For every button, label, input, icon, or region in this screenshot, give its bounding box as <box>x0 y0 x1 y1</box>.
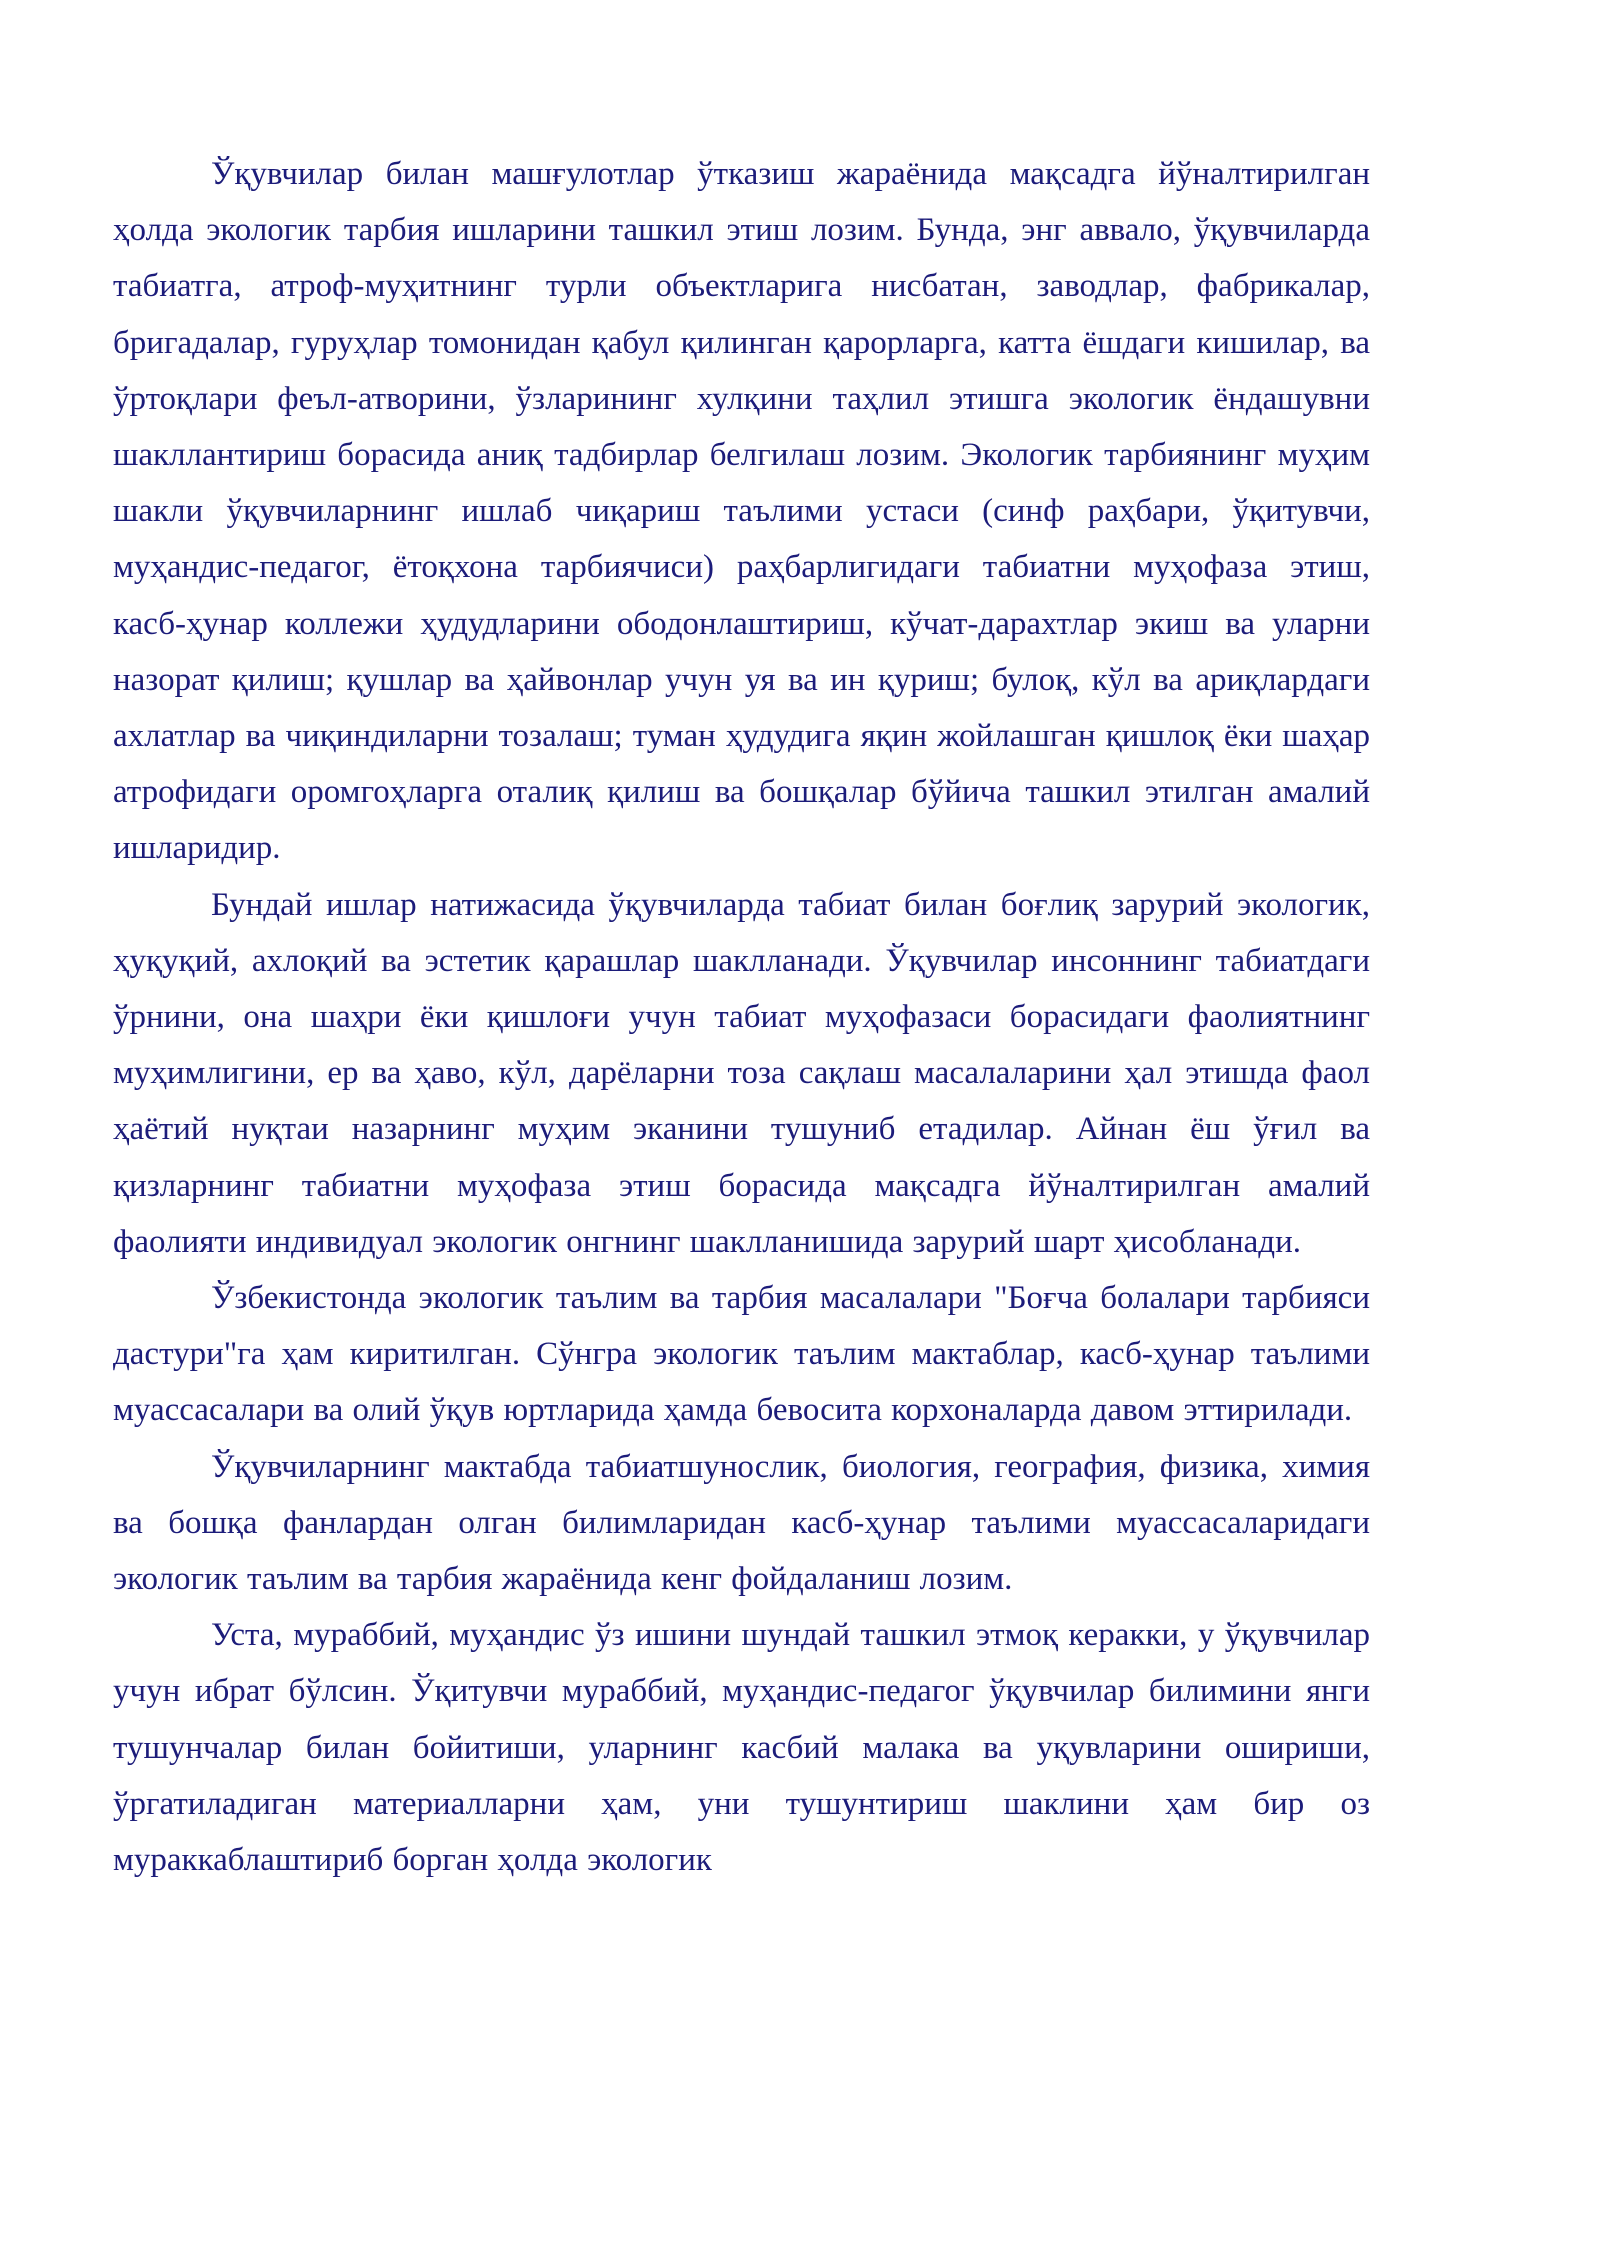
paragraph-5: Уста, мураббий, муҳандис ўз ишини шундай ташкил этмоқ керакки, у ўқувчилар учун ибрат бўлсин. Ўқитувчи мураббий, муҳандис-педагог ўқувчилар билимини янги тушунчалар билан бойитиши, уларнинг касбий малака ва уқувларини ошириши, ўргатиладиган материалларни ҳам, уни тушунтириш шаклини ҳам бир оз мураккаблаштириб борган ҳолда экологик <box>113 1617 1370 1879</box>
document-page <box>113 146 1370 1888</box>
paragraph-4: Ўқувчиларнинг мактабда табиатшунослик, биология, география, физика, химия ва бошқа фанлардан олган билимларидан касб-ҳунар таълими муассасаларидаги экологик таълим ва тарбия жараёнида кенг фойдаланиш лозим. <box>113 1448 1370 1598</box>
paragraph-3: Ўзбекистонда экологик таълим ва тарбия масалалари "Боғча болалари тарбияси дастури"га ҳам киритилган. Сўнгра экологик таълим мактаблар, касб-ҳунар таълими муассасалари ва олий ўқув юртларида ҳамда бевосита корхоналарда давом эттирилади. <box>113 1280 1370 1429</box>
paragraph-1: Ўқувчилар билан машғулотлар ўтказиш жараёнида мақсадга йўналтирилган ҳолда экологик тарбия ишларини ташкил этиш лозим. Бунда, энг аввало, ўқувчиларда табиатга, атроф-муҳитнинг турли объектларига нисбатан, заводлар, фабрикалар, бригадалар, гуруҳлар томонидан қабул қилинган қарорларга, катта ёшдаги кишилар, ва ўртоқлари феъл-атворини, ўзларининг хулқини таҳлил этишга экологик ёндашувни шакллантириш борасида аниқ тадбирлар белгилаш лозим. Экологик тарбиянинг муҳим шакли ўқувчиларнинг ишлаб чиқариш таълими устаси (синф раҳбари, ўқитувчи, муҳандис-педагог, ётоқхона тарбиячиси) раҳбарлигидаги табиатни муҳофаза этиш, касб-ҳунар коллежи ҳудудларини ободонлаштириш, кўчат-дарахтлар экиш ва уларни назорат қилиш; қушлар ва ҳайвонлар учун уя ва ин қуриш; булоқ, кўл ва ариқлардаги ахлатлар ва чиқиндиларни тозалаш; туман ҳудудига яқин жойлашган қишлоқ ёки шаҳар атрофидаги оромгоҳларга оталиқ қилиш ва бошқалар бўйича ташкил этилган амалий ишларидир. <box>113 156 1370 867</box>
paragraph-2: Бундай ишлар натижасида ўқувчиларда табиат билан боғлиқ зарурий экологик, ҳуқуқий, ахлоқий ва эстетик қарашлар шаклланади. Ўқувчилар инсоннинг табиатдаги ўрнини, она шаҳри ёки қишлоғи учун табиат муҳофазаси борасидаги фаолиятнинг муҳимлигини, ер ва ҳаво, кўл, дарёларни тоза сақлаш масалаларини ҳал этишда фаол ҳаётий нуқтаи назарнинг муҳим эканини тушуниб етадилар. Айнан ёш ўғил ва қизларнинг табиатни муҳофаза этиш борасида мақсадга йўналтирилган амалий фаолияти индивидуал экологик онгнинг шаклланишида зарурий шарт ҳисобланади. <box>113 886 1370 1260</box>
